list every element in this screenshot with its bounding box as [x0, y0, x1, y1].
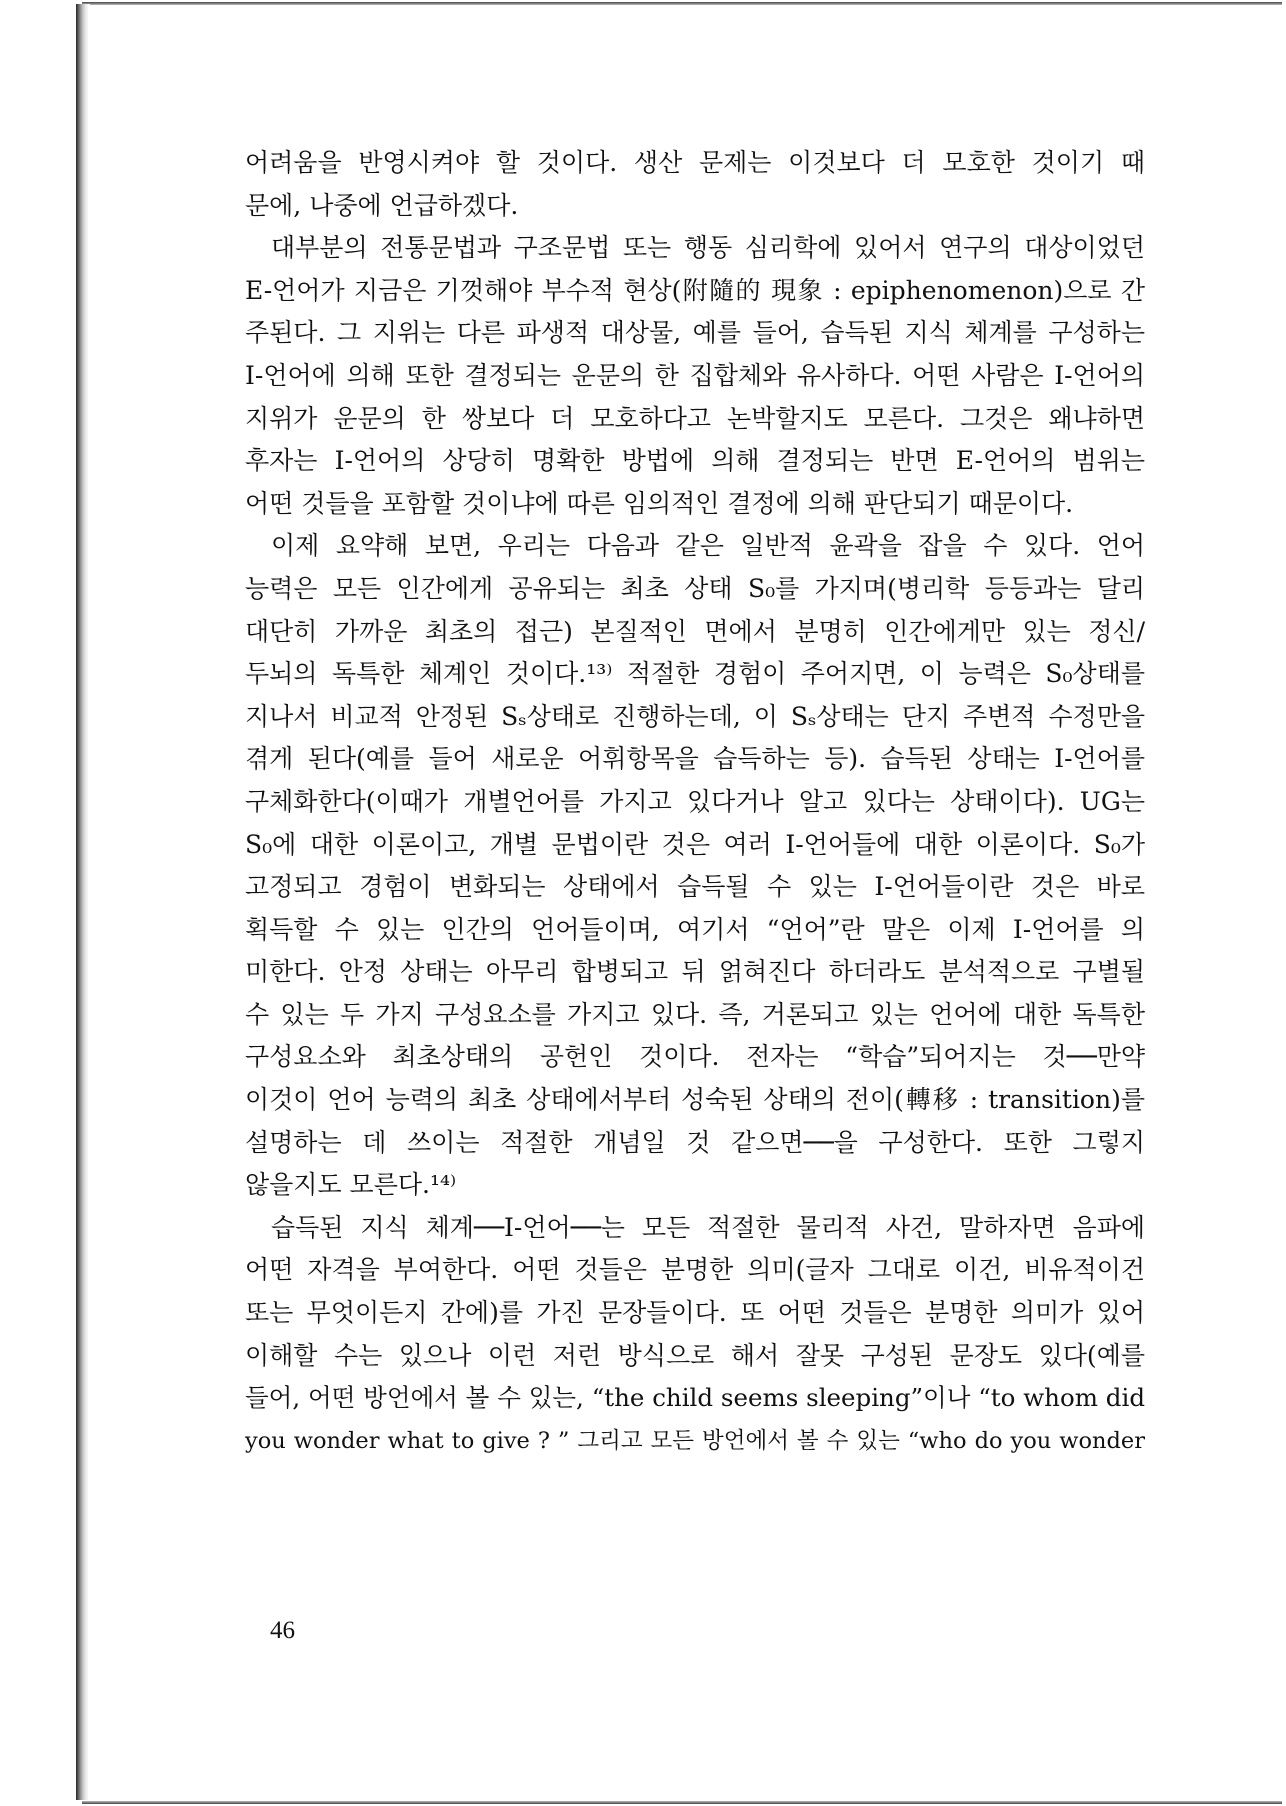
- text-line: 구체화한다(이때가 개별언어를 가지고 있다거나 알고 있다는 상태이다). UG는: [245, 786, 1145, 816]
- text-line: 이것이 언어 능력의 최초 상태에서부터 성숙된 상태의 전이(轉移 : transition)를: [245, 1085, 1145, 1115]
- text-line: 어려움을 반영시켜야 할 것이다. 생산 문제는 이것보다 더 모호한 것이기 때: [245, 148, 1145, 177]
- text-line: E-언어가 지금은 기껏해야 부수적 현상(附隨的 現象 : epiphenomenon)으로 간: [245, 275, 1145, 305]
- text-line: 주된다. 그 지위는 다른 파생적 대상물, 예를 들어, 습득된 지식 체계를 구성하는: [245, 318, 1145, 348]
- text-line: 구성요소와 최초상태의 공헌인 것이다. 전자는 “학습”되어지는 것──만약: [245, 1042, 1145, 1072]
- text-line: 어떤 것들을 포함할 것이냐에 따른 임의적인 결정에 의해 판단되기 때문이다.: [245, 488, 1074, 518]
- text-line: 수 있는 두 가지 구성요소를 가지고 있다. 즉, 거론되고 있는 언어에 대한 독특한: [245, 999, 1145, 1029]
- text-line: 능력은 모든 인간에게 공유되는 최초 상태 S₀를 가지며(병리학 등등과는 달리: [245, 573, 1145, 603]
- text-line: 대부분의 전통문법과 구조문법 또는 행동 심리학에 있어서 연구의 대상이었던: [271, 233, 1145, 263]
- text-line: 문에, 나중에 언급하겠다.: [245, 190, 519, 220]
- text-line: 습득된 지식 체계──I-언어──는 모든 적절한 물리적 사건, 말하자면 음파에: [271, 1212, 1145, 1242]
- text-line: 지위가 운문의 한 쌍보다 더 모호하다고 논박할지도 모른다. 그것은 왜냐하면: [245, 403, 1145, 433]
- text-line: 설명하는 데 쓰이는 적절한 개념일 것 같으면──을 구성한다. 또한 그렇지: [245, 1127, 1145, 1157]
- text-line: 또는 무엇이든지 간에)를 가진 문장들이다. 또 어떤 것들은 분명한 의미가 있어: [245, 1298, 1145, 1328]
- text-line: 이해할 수는 있으나 이런 저런 방식으로 해서 잘못 구성된 문장도 있다(예를: [245, 1340, 1145, 1370]
- body-text: [245, 142, 1145, 1462]
- text-line: 대단히 가까운 최초의 접근) 본질적인 면에서 분명히 인간에게만 있는 정신/: [245, 616, 1145, 646]
- text-line: 어떤 자격을 부여한다. 어떤 것들은 분명한 의미(글자 그대로 이건, 비유적이건: [245, 1255, 1145, 1285]
- text-line: 들어, 어떤 방언에서 볼 수 있는, “the child seems sleeping”이나 “to whom did: [245, 1383, 1145, 1413]
- text-line: 후자는 I-언어의 상당히 명확한 방법에 의해 결정되는 반면 E-언어의 범위는: [245, 446, 1145, 476]
- text-line: 겪게 된다(예를 들어 새로운 어휘항목을 습득하는 등). 습득된 상태는 I-언어를: [245, 744, 1145, 774]
- text-line: 않을지도 모른다.¹⁴⁾: [245, 1170, 457, 1200]
- text-line: 획득할 수 있는 인간의 언어들이며, 여기서 “언어”란 말은 이제 I-언어를 의: [245, 914, 1145, 944]
- text-line: you wonder what to give ? ” 그리고 모든 방언에서 볼 수 있는 “who do you wonder: [245, 1427, 1145, 1454]
- text-line: I-언어에 의해 또한 결정되는 운문의 한 집합체와 유사하다. 어떤 사람은 I-언어의: [245, 360, 1145, 390]
- text-line: 두뇌의 독특한 체계인 것이다.¹³⁾ 적절한 경험이 주어지면, 이 능력은 S₀상태를: [245, 659, 1145, 689]
- page-bottom-edge: [82, 1801, 1282, 1804]
- text-line: 지나서 비교적 안정된 Sₛ상태로 진행하는데, 이 Sₛ상태는 단지 주변적 수정만을: [245, 701, 1145, 731]
- text-line: S₀에 대한 이론이고, 개별 문법이란 것은 여러 I-언어들에 대한 이론이다. S₀가: [245, 829, 1145, 859]
- page-number: 46: [270, 1617, 295, 1644]
- text-line: 고정되고 경험이 변화되는 상태에서 습득될 수 있는 I-언어들이란 것은 바로: [245, 872, 1145, 902]
- text-line: 미한다. 안정 상태는 아무리 합병되고 뒤 얽혀진다 하더라도 분석적으로 구별될: [245, 957, 1145, 987]
- text-line: 이제 요약해 보면, 우리는 다음과 같은 일반적 윤곽을 잡을 수 있다. 언어: [271, 531, 1145, 561]
